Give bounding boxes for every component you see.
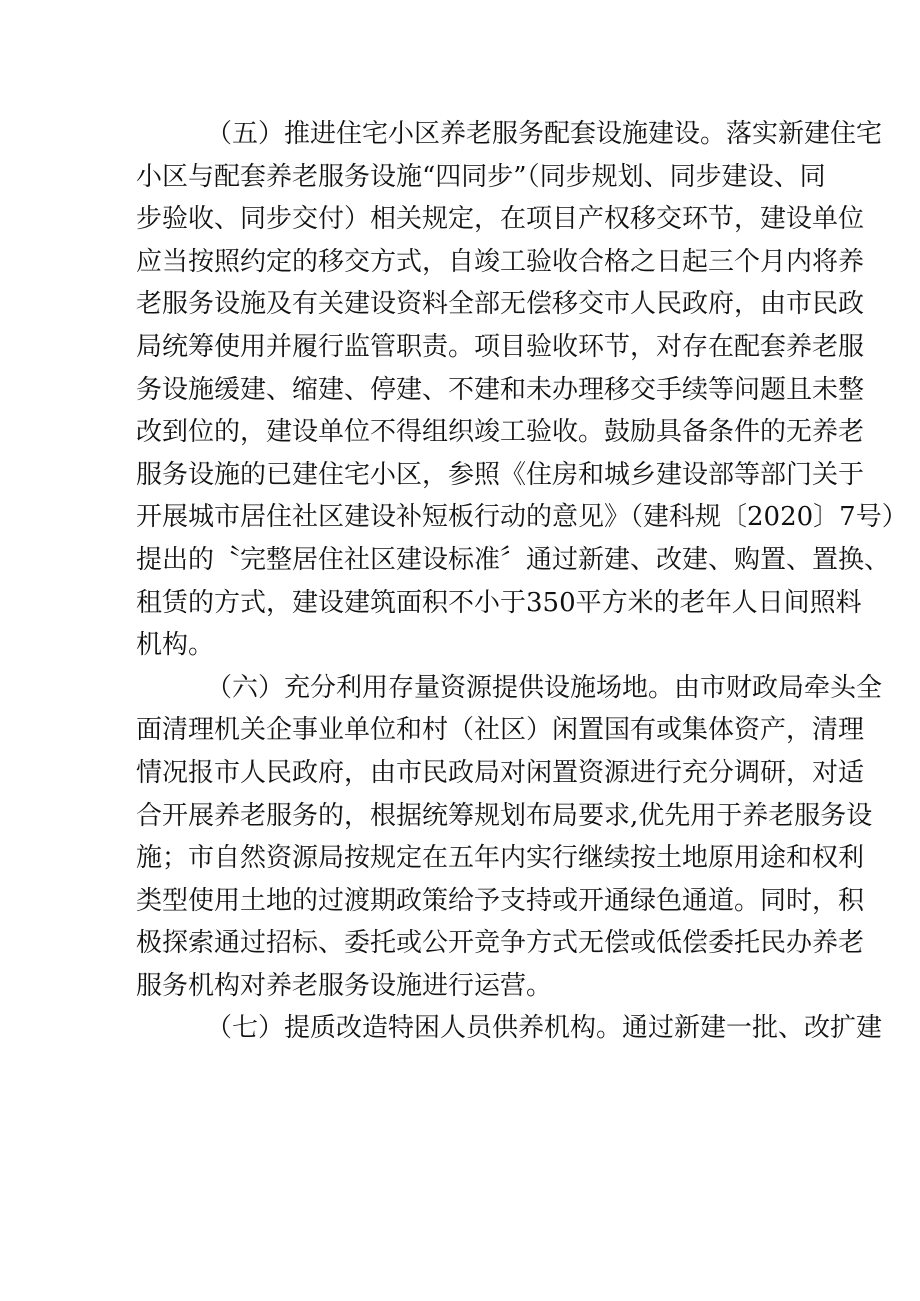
- text-line: 服务设施的已建住宅小区，参照《住房和城乡建设部等部门关于: [136, 459, 865, 490]
- paragraph-6: [0, 667, 920, 1008]
- text-line: 面清理机关企事业单位和村（社区）闲置国有或集体资产，清理: [136, 715, 865, 746]
- text-line: 务设施缓建、缩建、停建、不建和未办理移交手续等问题且未整: [136, 374, 865, 405]
- text-line: 类型使用土地的过渡期政策给予支持或开通绿色通道。同时，积: [136, 885, 865, 916]
- text-line: 局统筹使用并履行监管职责。项目验收环节，对存在配套养老服: [136, 331, 865, 362]
- text-line: 情况报市人民政府，由市民政局对闲置资源进行充分调研，对适: [136, 757, 865, 788]
- text-line: 改到位的，建设单位不得组织竣工验收。鼓励具备条件的无养老: [136, 417, 865, 448]
- text-line: 老服务设施及有关建设资料全部无偿移交市人民政府，由市民政: [136, 289, 865, 320]
- text-line: 应当按照约定的移交方式，自竣工验收合格之日起三个月内将养: [136, 246, 865, 277]
- text-line: 提出的〝完整居住社区建设标准〞通过新建、改建、购置、置换、: [136, 544, 891, 575]
- text-line: 小区与配套养老服务设施“四同步”（同步规划、同步建设、同: [136, 161, 826, 192]
- text-line: 机构。: [136, 630, 215, 661]
- text-line: （六）充分利用存量资源提供设施场地。由市财政局牵头全: [206, 672, 883, 703]
- paragraph-5: [0, 113, 920, 667]
- text-line: 施；市自然资源局按规定在五年内实行继续按土地原用途和权利: [136, 843, 865, 874]
- text-line: 步验收、同步交付）相关规定，在项目产权移交环节，建设单位: [136, 204, 865, 235]
- text-line: 极探索通过招标、委托或公开竞争方式无偿或低偿委托民办养老: [136, 928, 865, 959]
- text-line: 合开展养老服务的，根据统筹规划布局要求,优先用于养老服务设: [136, 800, 873, 831]
- text-line: （七）提质改造特困人员供养机构。通过新建一批、改扩建: [206, 1013, 883, 1044]
- text-line: （五）推进住宅小区养老服务配套设施建设。落实新建住宅: [206, 119, 883, 149]
- text-line: 开展城市居住社区建设补短板行动的意见》（建科规〔2020〕7号）: [136, 502, 908, 533]
- text-line: 租赁的方式，建设建筑面积不小于350平方米的老年人日间照料: [136, 587, 862, 618]
- text-line: 服务机构对养老服务设施进行运营。: [136, 970, 553, 1001]
- paragraph-7: [0, 1007, 920, 1050]
